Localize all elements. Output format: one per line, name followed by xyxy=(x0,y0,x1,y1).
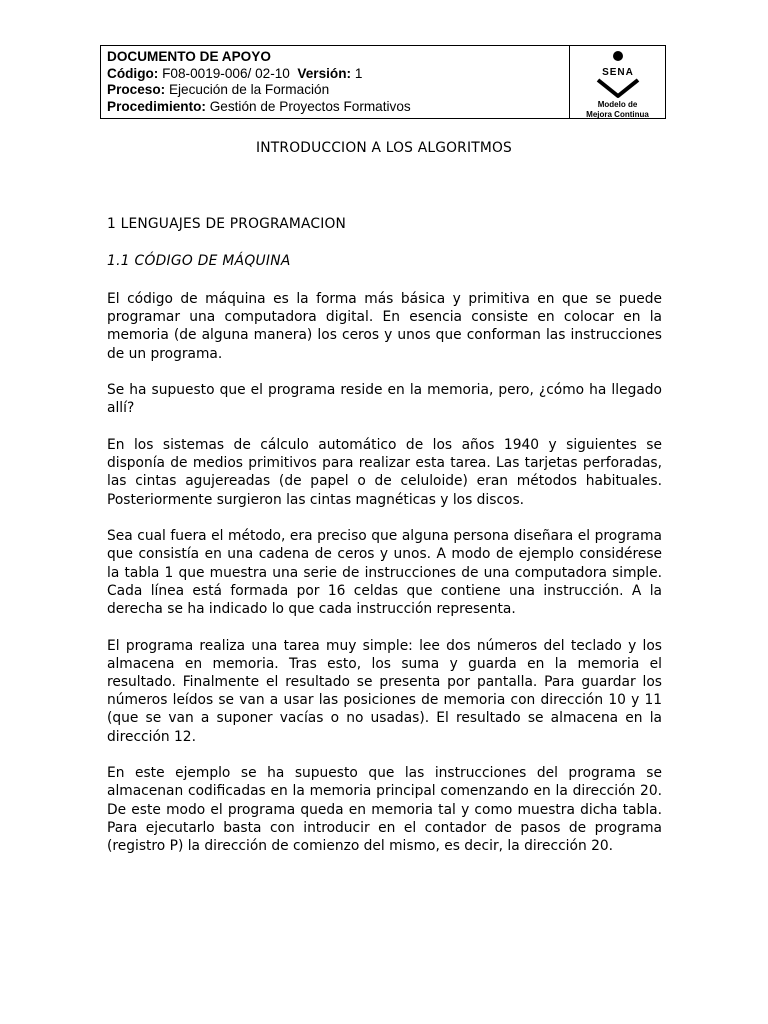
procedimiento-label: Procedimiento: xyxy=(107,98,206,114)
codigo-label: Código: xyxy=(107,65,159,81)
proceso-value: Ejecución de la Formación xyxy=(165,82,330,97)
body-text xyxy=(107,290,662,874)
logo-caption-line1: Modelo de xyxy=(597,100,638,109)
sena-logo-icon xyxy=(590,50,646,100)
paragraph: El código de máquina es la forma más básica y primitiva en que se puede programar una computadora digital. En esencia consiste en colocar en la memoria (de alguna manera) los ceros y unos que conforman las instrucciones de un programa. xyxy=(107,291,662,362)
document-header xyxy=(100,45,666,119)
proceso-label: Proceso: xyxy=(107,82,166,97)
subsection-heading: 1.1 CÓDIGO DE MÁQUINA xyxy=(107,253,291,269)
paragraph: En los sistemas de cálculo automático de los años 1940 y siguientes se disponía de medios primitivos para realizar esta tarea. Las tarjetas perforadas, las cintas agujereadas (de papel o de celuloide) eran métodos habituales. Posteriormente surgieron las cintas magnéticas y los discos. xyxy=(107,437,662,508)
doc-type-row xyxy=(107,49,563,66)
codigo-value: F08-0019-006/ 02-10 xyxy=(158,65,290,81)
procedimiento-value: Gestión de Proyectos Formativos xyxy=(205,98,411,114)
header-info xyxy=(101,46,570,118)
version-value: 1 xyxy=(351,65,363,81)
logo-caption-line2: Mejora Continua xyxy=(586,110,649,119)
proceso-row xyxy=(107,82,563,99)
doc-type: DOCUMENTO DE APOYO xyxy=(107,49,271,64)
procedimiento-row xyxy=(107,99,563,116)
paragraph: Sea cual fuera el método, era preciso que alguna persona diseñara el programa que consistía en una cadena de ceros y unos. A modo de ejemplo considérese la tabla 1 que muestra una serie de instrucciones de una computadora simple. Cada línea está formada por 16 celdas que contiene una instrucción. A la derecha se ha indicado lo que cada instrucción representa. xyxy=(107,528,662,618)
paragraph: Se ha supuesto que el programa reside en la memoria, pero, ¿cómo ha llegado allí? xyxy=(107,382,662,417)
logo-caption xyxy=(570,100,665,120)
paragraph: El programa realiza una tarea muy simple: lee dos números del teclado y los almacena en memoria. Tras esto, los suma y guarda en la memoria el resultado. Finalmente el resultado se presenta por pantalla. Para guardar los números leídos se van a usar las posiciones de memoria con dirección 10 y 11 (que se van a suponer vacías o no usadas). El resultado se almacena en la dirección 12. xyxy=(107,637,662,745)
section-heading: 1 LENGUAJES DE PROGRAMACION xyxy=(107,216,347,232)
paragraph: En este ejemplo se ha supuesto que las instrucciones del programa se almacenan codificadas en la memoria principal comenzando en la dirección 20. De este modo el programa queda en memoria tal y como muestra dicha tabla. Para ejecutarlo basta con introducir en el contador de pasos de programa (registro P) la dirección de comienzo del mismo, es decir, la dirección 20. xyxy=(107,765,662,855)
logo-text: SENA xyxy=(602,67,634,78)
document-title: INTRODUCCION A LOS ALGORITMOS xyxy=(256,140,512,156)
codigo-row xyxy=(107,66,563,83)
version-label: Versión: xyxy=(297,65,352,81)
logo-area xyxy=(570,46,665,118)
